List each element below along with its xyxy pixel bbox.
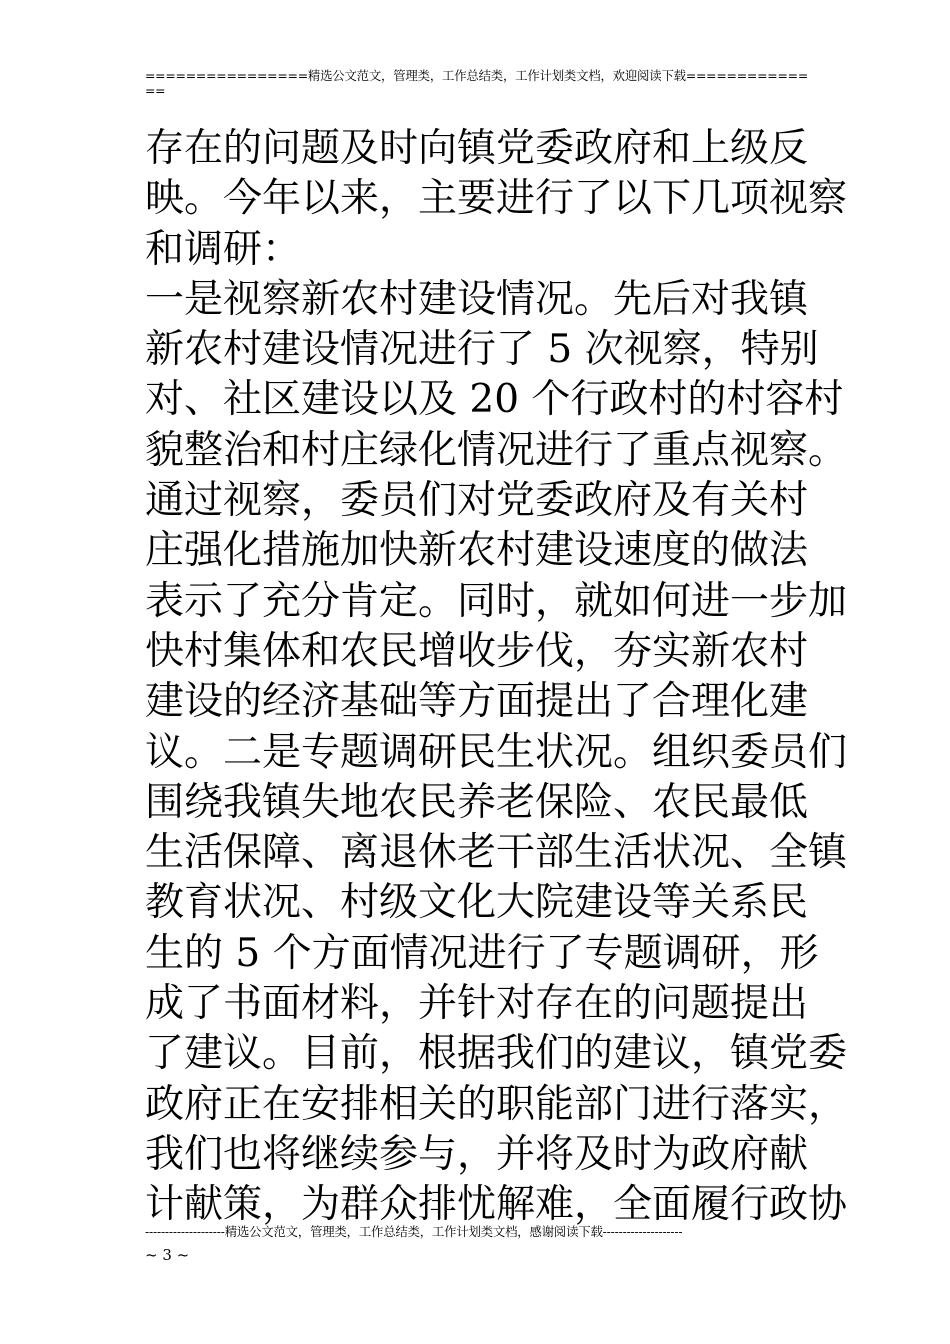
body-line: 我们也将继续参与，并将及时为政府献 (145, 1131, 809, 1177)
body-line: 计献策，为群众排忧解难，全面履行政协 (145, 1182, 848, 1228)
body-line: 和调研： (145, 226, 302, 272)
body-line: 政府正在安排相关的职能部门进行落实， (145, 1081, 848, 1127)
body-line: 貌整治和村庄绿化情况进行了重点视察。 (145, 427, 848, 473)
body-line: 快村集体和农民增收步伐，夯实新农村 (145, 628, 809, 674)
body-line: 教育状况、村级文化大院建设等关系民 (145, 880, 809, 926)
body-line: 建设的经济基础等方面提出了合理化建 (145, 679, 809, 725)
body-line: 了建议。目前，根据我们的建议，镇党委 (145, 1031, 848, 1077)
document-body (145, 124, 848, 1231)
body-line: 议。二是专题调研民生状况。组织委员们 (145, 729, 848, 775)
body-line: 围绕我镇失地农民养老保险、农民最低 (145, 779, 809, 825)
body-line: 存在的问题及时向镇党委政府和上级反 (145, 126, 809, 171)
page-header: ================精选公文范文，管理类，工作总结类，工作计划类文档，欢迎阅读下载============== (145, 68, 809, 98)
page-number: ~ 3 ~ (145, 1246, 190, 1264)
body-line: 生的 5 个方面情况进行了专题调研，形 (145, 930, 819, 976)
body-line: 庄强化措施加快新农村建设速度的做法 (145, 528, 809, 574)
body-line: 新农村建设情况进行了 5 次视察，特别 (145, 327, 819, 373)
body-line: 成了书面材料，并针对存在的问题提出 (145, 981, 809, 1027)
body-line: 通过视察，委员们对党委政府及有关村 (145, 478, 809, 524)
body-line: 表示了充分肯定。同时，就如何进一步加 (145, 578, 848, 624)
body-line: 生活保障、离退休老干部生活状况、全镇 (145, 830, 848, 876)
body-line: 对、社区建设以及 20 个行政村的村容村 (145, 377, 844, 423)
body-line: 一是视察新农村建设情况。先后对我镇 (145, 276, 809, 322)
page-footer: --------------------精选公文范文，管理类，工作总结类，工作计划类文档，感谢阅读下载-------------------- (145, 1224, 683, 1239)
body-line: 映。今年以来，主要进行了以下几项视察 (145, 176, 848, 222)
